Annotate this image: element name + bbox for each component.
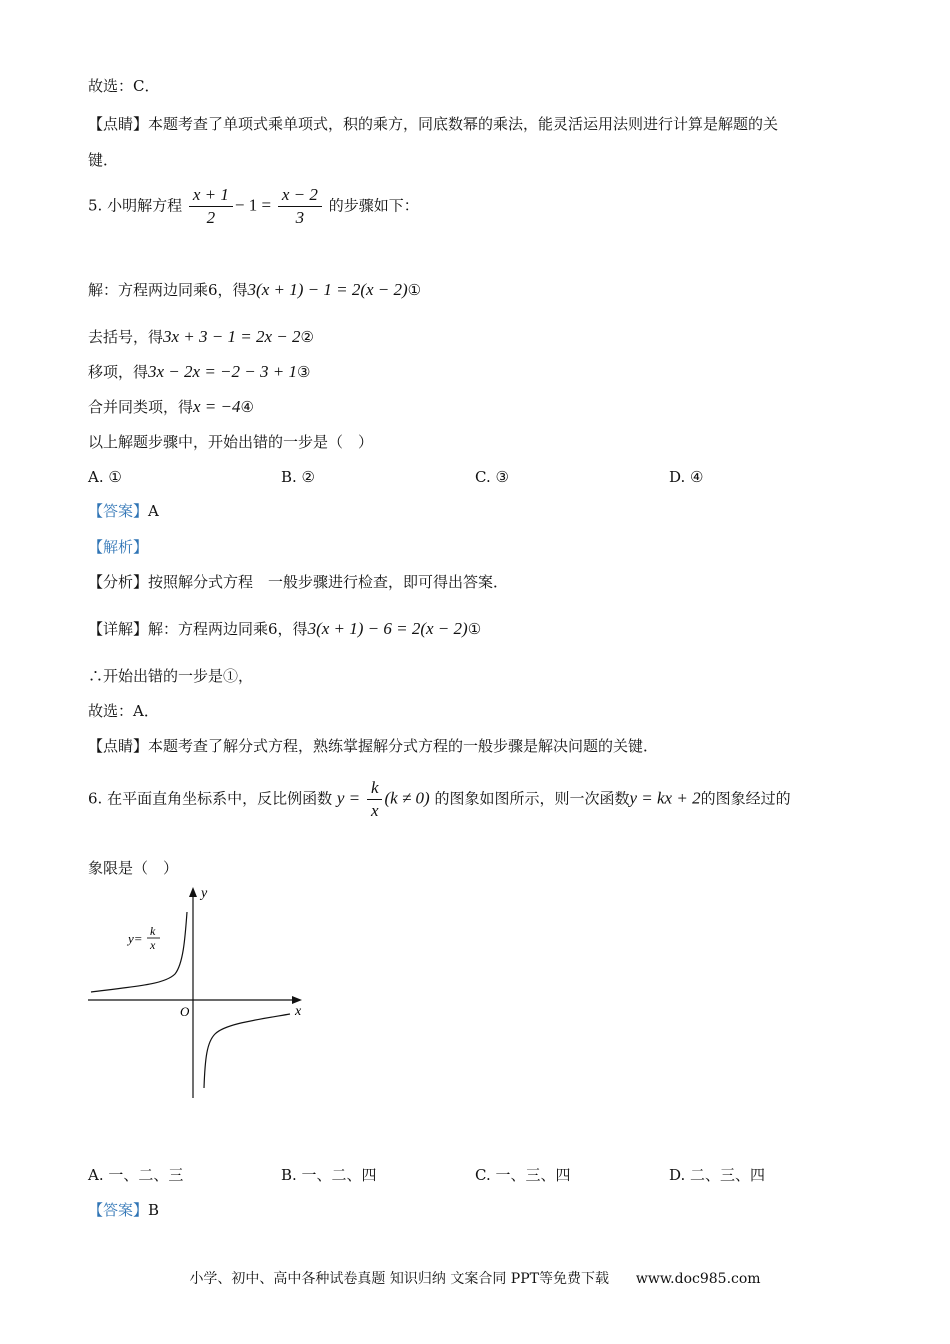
hyperbola-branch-upper <box>91 912 187 992</box>
origin-label: O <box>180 1004 190 1019</box>
fenxi-line: 【分析】按照解分式方程 一般步骤进行检查，即可得出答案． <box>88 573 509 591</box>
step-3: 移项，得3x − 2x = −2 − 3 + 1③ <box>88 362 311 381</box>
answer-label: 【答案】 <box>88 1201 149 1219</box>
dianjing-line: 【点睛】本题考查了解分式方程，熟练掌握解分式方程的一般步骤是解决问题的关键． <box>88 737 659 755</box>
question-6: 6. 在平面直角坐标系中，反比例函数 y = $\frac{k}{x}$ (k ≠ 0) 的图象如图所示，则一次函数y = kx + 2的图象经过的 <box>88 778 791 820</box>
page-footer <box>0 1268 950 1288</box>
curve-label-den: x <box>150 938 156 952</box>
text-line: ∴开始出错的一步是①， <box>88 667 254 685</box>
answer-line: 【答案】A <box>88 502 159 520</box>
option-b: B. ② <box>281 468 316 486</box>
y-axis-arrow <box>189 887 197 897</box>
question-text: 以上解题步骤中，开始出错的一步是（ ） <box>88 433 374 451</box>
x-axis-label: x <box>295 1004 302 1019</box>
answer-label: 【答案】 <box>88 502 149 520</box>
hyperbola-graph <box>80 882 310 1107</box>
text-line: 故选：A． <box>88 702 159 720</box>
option-a: A. ① <box>88 468 122 486</box>
step-2: 去括号，得3x + 3 − 1 = 2x − 2② <box>88 327 314 346</box>
answer-line: 【答案】B <box>88 1201 160 1219</box>
option-c: C. ③ <box>475 468 509 486</box>
option-d: D. 二、三、四 <box>669 1166 766 1184</box>
analysis-label: 【解析】 <box>88 538 149 556</box>
option-c: C. 一、三、四 <box>475 1166 571 1184</box>
dianjing-label: 【点睛】 <box>88 115 149 133</box>
y-axis-label: y <box>201 886 208 901</box>
xiangjie-line: 【详解】解：方程两边同乘6，得3(x + 1) − 6 = 2(x − 2)① <box>88 619 482 638</box>
hyperbola-branch-lower <box>204 1014 290 1088</box>
footer-url: www.doc985.com <box>635 1271 761 1287</box>
step-1: 解：方程两边同乘6，得3(x + 1) − 1 = 2(x − 2)① <box>88 280 422 299</box>
text-line: 键． <box>88 151 119 169</box>
text-line: 故选：C． <box>88 77 160 95</box>
text-line: 象限是（ ） <box>88 859 179 877</box>
curve-label-num: k <box>150 924 156 938</box>
option-d: D. ④ <box>669 468 704 486</box>
curve-label-lhs: y= <box>128 931 143 946</box>
x-axis-arrow <box>292 996 302 1004</box>
fraction: $\frac{k}{x}$ <box>367 777 383 822</box>
option-b: B. 一、二、四 <box>281 1166 377 1184</box>
option-a: A. 一、二、三 <box>88 1166 184 1184</box>
step-4: 合并同类项，得x = −4④ <box>88 397 254 416</box>
fraction: $\frac{x + 1}{2}$ <box>189 184 233 229</box>
footer-text: 小学、初中、高中各种试卷真题 知识归纳 文案合同 PPT等免费下载 <box>189 1271 609 1287</box>
question-5: 5. 小明解方程 $\frac{x + 1}{2}$ − 1 = $\frac{x - 2}{3}$ 的步骤如下： <box>88 185 419 227</box>
text-line: 【点睛】本题考查了单项式乘单项式，积的乘方，同底数幂的乘法，能灵活运用法则进行计算是解题的关 <box>88 115 779 133</box>
fraction: $\frac{x - 2}{3}$ <box>278 184 322 229</box>
